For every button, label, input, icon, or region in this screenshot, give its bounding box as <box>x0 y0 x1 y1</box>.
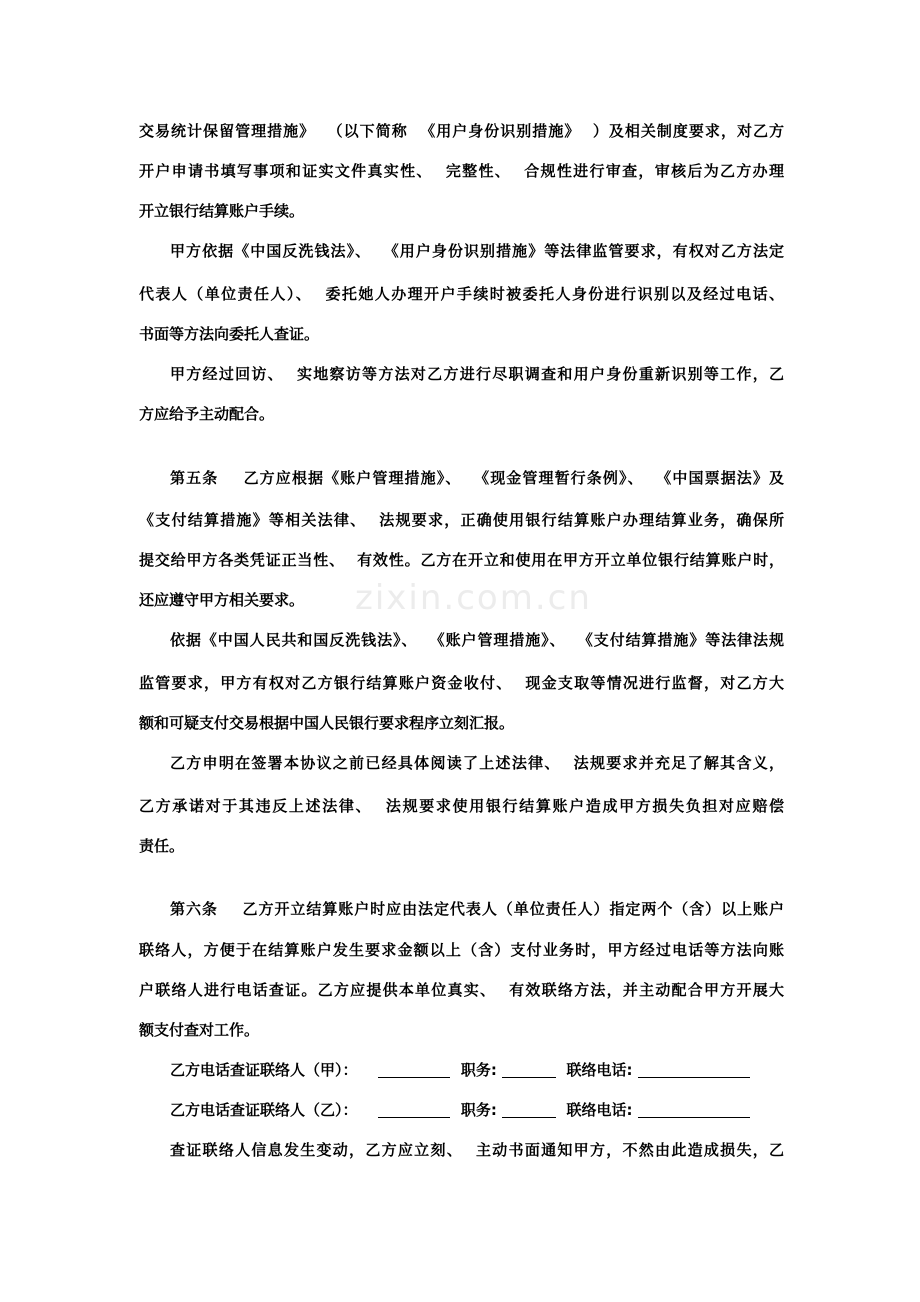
paragraph-line: 额和可疑支付交易根据中国人民银行要求程序立刻汇报。 <box>139 714 515 732</box>
paragraph-line: 代表人（单位责任人）、 委托她人办理开户手续时被委托人身份进行识别以及经过电话、 <box>139 285 784 303</box>
paragraph-line: 额支付查对工作。 <box>139 1021 260 1039</box>
paragraph-line: 书面等方法向委托人查证。 <box>139 325 320 343</box>
paragraph-line: 联络人，方便于在结算账户发生要求金额以上（含）支付业务时，甲方经过电话等方法向账 <box>139 941 784 959</box>
paragraph-line: 提交给甲方各类凭证正当性、 有效性。乙方在开立和使用在甲方开立单位银行结算账户时， <box>139 551 784 569</box>
duty-label: 职务: <box>460 1061 497 1079</box>
paragraph-line: 交易统计保留管理措施》 （以下简称 《用户身份识别措施》 ）及相关制度要求，对乙方 <box>139 122 784 140</box>
phone-blank[interactable] <box>638 1061 750 1078</box>
phone-blank[interactable] <box>638 1101 750 1118</box>
duty-blank[interactable] <box>502 1061 556 1078</box>
paragraph-line: 户联络人进行电话查证。乙方应提供本单位真实、 有效联络方法，并主动配合甲方开展大 <box>139 981 784 999</box>
paragraph-line: 开立银行结算账户手续。 <box>139 202 305 220</box>
paragraph-line: 依据《中国人民共和国反洗钱法》、 《账户管理措施》、 《支付结算措施》等法律法规 <box>170 631 784 649</box>
paragraph-line: 《支付结算措施》等相关法律、 法规要求，正确使用银行结算账户办理结算业务，确保所 <box>139 511 784 529</box>
phone-label: 联络电话: <box>566 1101 633 1119</box>
paragraph-line: 还应遵守甲方相关要求。 <box>139 591 305 609</box>
article-5-heading-line: 第五条 乙方应根据《账户管理措施》、 《现金管理暂行条例》、 《中国票据法》及 <box>170 469 784 487</box>
paragraph-line: 监管要求，甲方有权对乙方银行结算账户资金收付、 现金支取等情况进行监督，对乙方大 <box>139 674 784 692</box>
contact-label: 乙方电话查证联络人（乙）： <box>170 1101 358 1119</box>
contact-name-blank[interactable] <box>378 1061 450 1078</box>
article-6-heading-line: 第六条 乙方开立结算账户时应由法定代表人（单位责任人）指定两个（含）以上账户 <box>170 900 784 918</box>
watermark: zixin.com.cn <box>355 578 592 618</box>
contact-row-b <box>170 1100 750 1120</box>
paragraph-line: 甲方经过回访、 实地察访等方法对乙方进行尽职调查和用户身份重新识别等工作，乙 <box>170 365 784 383</box>
contact-row-a <box>170 1060 750 1080</box>
phone-label: 联络电话: <box>566 1061 633 1079</box>
contact-name-blank[interactable] <box>378 1101 450 1118</box>
paragraph-line: 查证联络人信息发生变动，乙方应立刻、 主动书面通知甲方，不然由此造成损失，乙 <box>170 1141 784 1159</box>
paragraph-line: 乙方承诺对于其违反上述法律、 法规要求使用银行结算账户造成甲方损失负担对应赔偿 <box>139 797 784 815</box>
paragraph-line: 开户申请书填写事项和证实文件真实性、 完整性、 合规性进行审查，审核后为乙方办理 <box>139 162 784 180</box>
paragraph-line: 甲方依据《中国反洗钱法》、 《用户身份识别措施》等法律监管要求，有权对乙方法定 <box>170 242 784 260</box>
contact-label: 乙方电话查证联络人（甲）： <box>170 1061 358 1079</box>
duty-blank[interactable] <box>502 1101 556 1118</box>
paragraph-line: 方应给予主动配合。 <box>139 405 275 423</box>
duty-label: 职务: <box>460 1101 497 1119</box>
paragraph-line: 乙方申明在签署本协议之前已经具体阅读了上述法律、 法规要求并充足了解其含义， <box>170 754 784 772</box>
paragraph-line: 责任。 <box>139 837 185 855</box>
